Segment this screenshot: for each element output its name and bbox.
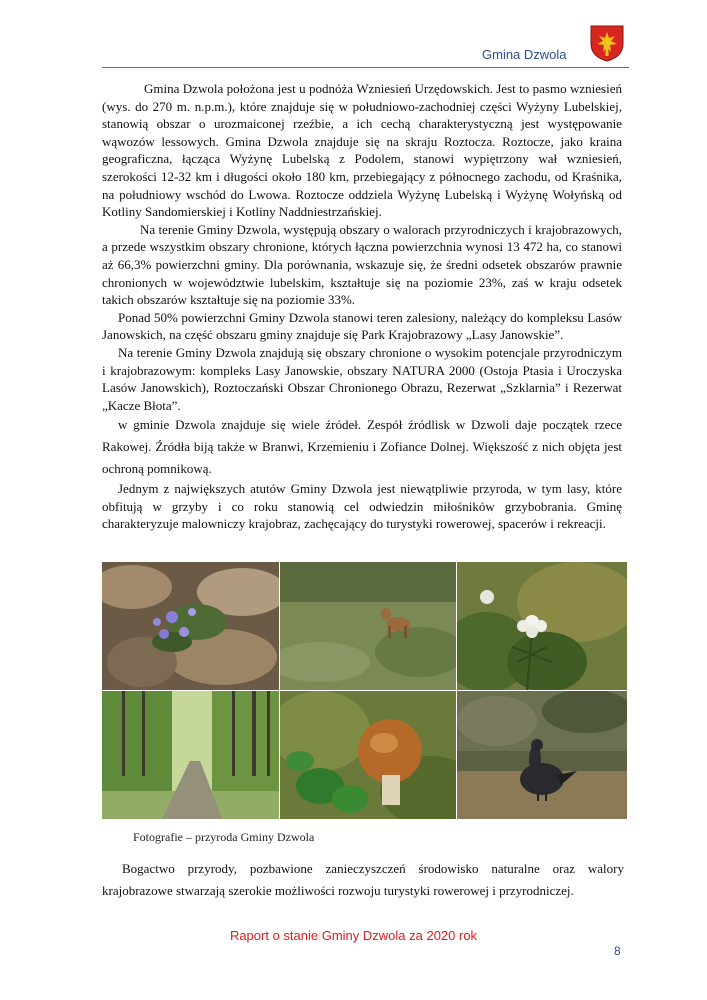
coat-of-arms-icon bbox=[589, 24, 625, 62]
paragraph-reserves: Na terenie Gminy Dzwola znajdują się obszary chronione o wysokim potencjale przyrodniczym i krajobrazowym: kompleks Lasy Janowskie, obszary NATURA 2000 (Ostoja Ptasia i Uroczyska Lasów Janowskich), Roztoczański Obszar Chronionego Obrazu, Rezerwat „Szklarnia” i Rezerwat „Kacze Błota”. bbox=[102, 344, 622, 413]
header-title: Gmina Dzwola bbox=[482, 47, 567, 62]
paragraph-forests: Ponad 50% powierzchni Gminy Dzwola stanowi teren zalesiony, należący do kompleksu Lasów Janowskich, na część obszaru gminy znajduje się Park Krajobrazowy „Lasy Janowskie”. bbox=[102, 309, 622, 343]
photo-caption: Fotografie – przyroda Gminy Dzwola bbox=[133, 830, 315, 844]
footer-title: Raport o stanie Gminy Dzwola za 2020 rok bbox=[229, 928, 478, 943]
paragraph-geography: Gmina Dzwola położona jest u podnóża Wzniesień Urzędowskich. Jest to pasmo wzniesień (wys. do 270 m. n.p.m.), które znajduje się w południowo-zachodniej części Wyżyny Lubelskiej, stanowią obszar o urozmaiconej rzeźbie, a ich cechą charakterystyczną jest występowanie wąwozów lessowych. Gmina Dzwola znajduje się na skraju Roztocza. Roztocze, jako kraina geograficzna, łącząca Wyżynę Lubelską z Podolem, stanowi wypiętrzony wał wzniesień, szerokości 12-32 km i długości około 180 km, przebiegający z północnego zachodu, od Kraśnika, na południowy wschód do Lwowa. Roztocze oddziela Wyżynę Lubelską i Wyżynę Wołyńską od Kotliny Sandomierskiej i Kotliny Naddniestrzańskiej. bbox=[102, 81, 622, 220]
paragraph-nature-assets: Jednym z największych atutów Gminy Dzwola jest niewątpliwie przyroda, w tym lasy, które obfitują w grzyby i co roku stanowią cel odwiedzin miłośników grzybobrania. Gminę charakteryzuje malowniczy krajobraz, zachęcający do turystyki rowerowej, spacerów i rekreacji. bbox=[102, 481, 622, 532]
document-body bbox=[102, 80, 622, 533]
hepatica-flowers-photo bbox=[102, 562, 279, 690]
closing-section bbox=[102, 858, 624, 902]
paragraph-closing: Bogactwo przyrody, pozbawione zanieczyszczeń środowisko naturalne oraz walory krajobrazowe stwarzają szerokie możliwości rozwoju turystyki rowerowej i przyrodniczej. bbox=[102, 861, 624, 898]
header-rule bbox=[102, 67, 629, 68]
forest-road-photo bbox=[102, 691, 279, 819]
photo-collage bbox=[102, 562, 627, 819]
roe-deer-photo bbox=[280, 562, 456, 690]
page-number: 8 bbox=[614, 944, 621, 958]
paragraph-springs: w gminie Dzwola znajduje się wiele źródeł. Zespół źródlisk w Dzwoli daje początek rzece Rakowej. Źródła biją także w Branwi, Krzemieniu i Zofiance Dolnej. Większość z nich objęta jest ochroną pomnikową. bbox=[102, 417, 622, 477]
capercaillie-photo bbox=[457, 691, 627, 819]
paragraph-protected-areas: Na terenie Gminy Dzwola, występują obszary o walorach przyrodniczych i krajobrazowych, a przede wszystkim obszary chronione, których łączna powierzchnia wynosi 13 472 ha, co stanowi aż 66,3% powierzchni gminy. Dla porównania, wskazuje się, że średni odsetek obszarów prawnie chronionych w województwie lubelskim, kształtuje się na poziomie 23%, zaś w kraju odsetek takich obszarów kształtuje się na poziomie 33%. bbox=[102, 221, 622, 308]
mushroom-photo bbox=[280, 691, 456, 819]
ledum-flower-photo bbox=[457, 562, 627, 690]
